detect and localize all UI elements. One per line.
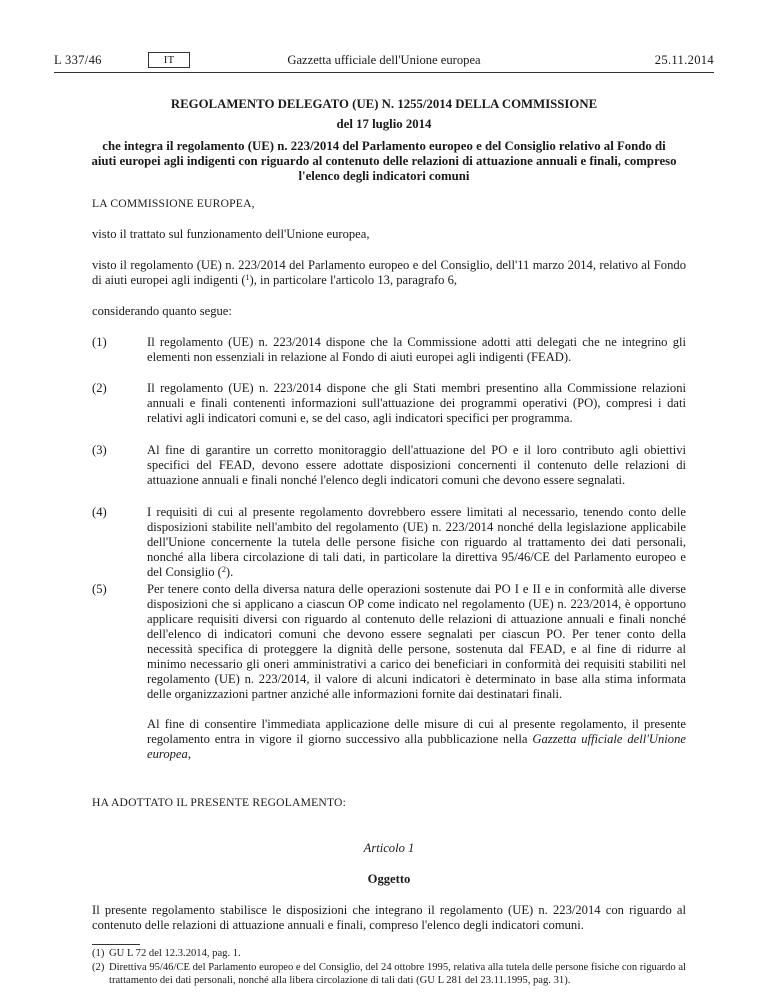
recital-number: (1) [92,335,107,349]
considering-line: considerando quanto segue: [92,304,232,318]
recital-text: Per tenere conto della diversa natura delle operazioni sostenute dai PO I e II e in conformità alle diverse disposizioni che si applicano a ciascun OP come indicato nel regolamento (UE) n. 223/2014, è opportuno applicare requisiti diversi con riguardo al contenuto delle relazioni di attuazione annuali e finali nonché dell'elenco di indicatori comuni che devono essere segnalati per ciascun PO. Per tener conto della necessità specifica di proteggere la dignità delle persone, sostenuta dal FEAD, e al fine di ridurre al minimo necessario gli oneri amministrativi a carico dei beneficiari in conformità dei requisiti stabiliti nel regolamento (UE) n. 223/2014, il valore di alcuni indicatori è determinato in base alla stima informata delle organizzazioni partner anziché alle informazioni fornite dai destinatari finali. [147,582,686,701]
article-heading: Oggetto [367,872,411,886]
regulation-date: del 17 luglio 2014 [336,117,432,131]
recital-number: (5) [92,582,107,596]
regulation-title: REGOLAMENTO DELEGATO (UE) N. 1255/2014 DELLA COMMISSIONE [170,97,598,111]
page-header [54,53,714,69]
recital-4-body: I requisiti di cui al presente regolamento dovrebbero essere limitati al necessario, tenendo conto delle disposizioni stabilite nell'ambito del regolamento (UE) n. 223/2014 nonché della legislazione applicabile dell'Unione concernente la tutela delle persone fisiche con riguardo al trattamento dei dati personali, nonché alla libera circolazione di tali dati, in particolare la direttiva 95/46/CE del Parlamento europeo e del Consiglio ( [147,505,686,579]
language-badge: IT [148,52,190,68]
journal-reference: L 337/46 [54,53,102,67]
header-divider [54,72,714,73]
closing-text-b: , [187,747,191,761]
closing-text-a: Al fine di consentire l'immediata applicazione delle misure di cui al presente regolamento, il presente regolamento entra in vigore il giorno successivo alla pubblicazione nella [147,717,686,746]
enacting-formula: HA ADOTTATO IL PRESENTE REGOLAMENTO: [92,796,347,809]
footnote-number: (1) [92,948,105,959]
citation-regulation [92,258,686,288]
recital-text: Il regolamento (UE) n. 223/2014 dispone che gli Stati membri presentino alla Commissione relazioni annuali e finali contenenti informazioni sull'attuazione dei programmi operativi (PO), compresi i dati relativi agli indicatori comuni e, se del caso, agli indicatori specifici per programma. [147,381,686,425]
recital-text: Al fine di garantire un corretto monitoraggio dell'attuazione del PO e il loro contributo agli obiettivi specifici del FEAD, devono essere adottate disposizioni concernenti il contenuto delle relazioni di attuazione annuali e finali nonché l'elenco degli indicatori comuni che devono essere segnalati. [147,443,686,487]
recital-text: Il regolamento (UE) n. 223/2014 dispone che la Commissione adotti atti delegati che ne integrino gli elementi non essenziali in relazione al Fondo di aiuti europei agli indigenti (FEAD). [147,335,686,364]
footnote-ref-2[interactable]: 2 [221,565,226,574]
article-number: Articolo 1 [363,841,415,855]
recital-number: (4) [92,505,107,519]
citation-text-b: ), in particolare l'articolo 13, paragrafo 6, [249,273,458,287]
footnote-text: Direttiva 95/46/CE del Parlamento europeo e del Consiglio, del 24 ottobre 1995, relativa alla tutela delle persone fisiche con riguardo al trattamento dei dati personali, nonché alla libera circolazione di tali dati (GU L 281 del 23.11.1995, pag. 31). [109,962,686,986]
journal-citation: Gazzetta ufficiale dell'Unione europea [147,732,686,761]
footnote-text: GU L 72 del 12.3.2014, pag. 1. [109,948,241,959]
recital-number: (2) [92,381,107,395]
article-text: Il presente regolamento stabilisce le disposizioni che integrano il regolamento (UE) n. 223/2014 con riguardo al contenuto delle relazioni di attuazione annuali e finali, compreso l'elenco degli indicatori comuni. [92,903,686,932]
footnote-number: (2) [92,962,105,973]
footnote-divider [92,944,140,945]
publication-date: 25.11.2014 [654,53,714,67]
issuing-body: LA COMMISSIONE EUROPEA, [92,197,255,210]
recital-4-tail: ). [225,565,234,579]
footnote-ref-1[interactable]: 1 [245,273,250,282]
citation-treaty: visto il trattato sul funzionamento dell'Unione europea, [92,227,370,241]
recital-text [147,505,686,580]
journal-title: Gazzetta ufficiale dell'Unione europea [287,53,481,67]
citation-text-a: visto il regolamento (UE) n. 223/2014 del Parlamento europeo e del Consiglio, dell'11 marzo 2014, relativo al Fondo di aiuti europei agli indigenti ( [92,258,686,287]
recital-number: (3) [92,443,107,457]
closing-text [147,717,686,762]
regulation-subject: che integra il regolamento (UE) n. 223/2014 del Parlamento europeo e del Consiglio relativo al Fondo di aiuti europei agli indigenti con riguardo al contenuto delle relazioni di attuazione annuali e finali, compreso l'elenco degli indicatori comuni [91,139,677,183]
